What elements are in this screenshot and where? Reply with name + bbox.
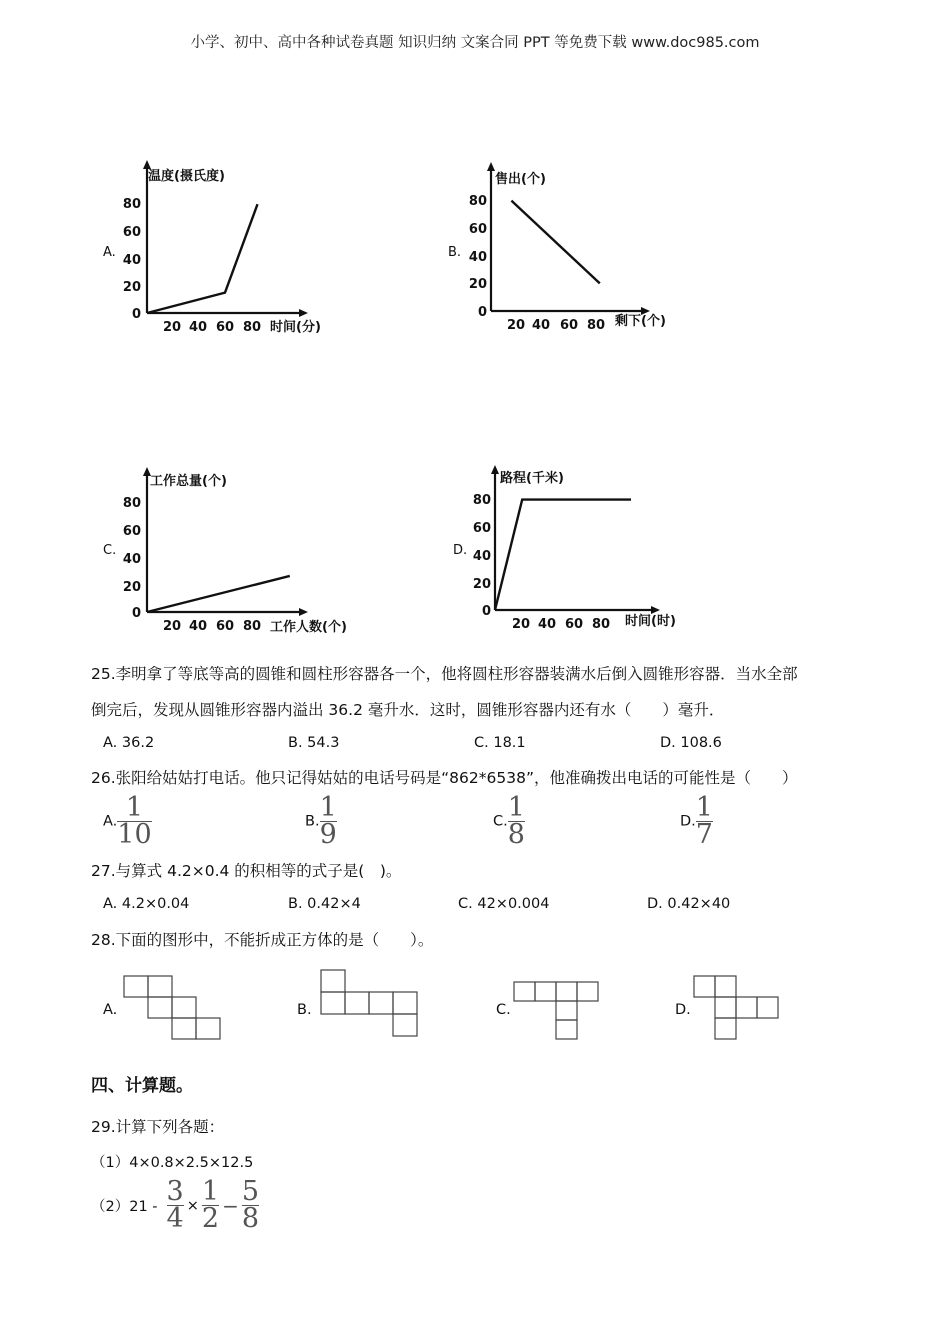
graph-d-y-tick: 40 <box>472 549 491 564</box>
q27-option-b: B. 0.42×4 <box>288 896 361 912</box>
net-a <box>124 976 224 1042</box>
graph-d-y-tick: 0 <box>481 604 491 619</box>
graph-a <box>123 160 321 335</box>
graph-d-x-tick: 20 <box>511 617 531 632</box>
graph-c-y-tick: 0 <box>131 606 141 621</box>
graph-a-x-tick: 20 <box>162 320 182 335</box>
q26-option-d: D. $\frac{1}{7}$ <box>680 792 713 850</box>
graph-d-y-tick: 80 <box>472 493 491 508</box>
net-c <box>514 982 604 1042</box>
fraction-one-half: $\frac{1}{2}$ <box>201 1176 220 1234</box>
graph-b-series-line <box>511 201 599 284</box>
graph-d <box>473 465 676 632</box>
graph-b-y-tick: 20 <box>468 277 487 292</box>
graph-a-y-tick: 80 <box>122 197 141 212</box>
section-title: 四、计算题。 <box>91 1076 193 1096</box>
graph-c-x-tick: 20 <box>162 619 182 634</box>
graph-b <box>469 162 666 333</box>
graph-a-y-tick: 40 <box>122 253 141 268</box>
q25-line1: 25.李明拿了等底等高的圆锥和圆柱形容器各一个，他将圆柱形容器装满水后倒入圆锥形容器．当水全部 <box>91 665 798 683</box>
graph-c-series-line <box>147 576 290 612</box>
net-d <box>694 976 784 1042</box>
q28-text: 28.下面的图形中，不能折成正方体的是（ ）。 <box>91 931 434 949</box>
graph-a-series-line <box>147 204 258 313</box>
graph-a-x-tick: 80 <box>242 320 262 335</box>
graph-a-y-tick: 0 <box>131 307 141 322</box>
fraction-one-seventh: $\frac{1}{7}$ <box>695 792 713 850</box>
graph-d-x-tick: 80 <box>591 617 611 632</box>
q29-title: 29.计算下列各题： <box>91 1118 225 1136</box>
graph-d-y-tick: 20 <box>472 577 491 592</box>
fraction-one-ninth: $\frac{1}{9}$ <box>319 792 337 850</box>
graph-b-y-tick: 40 <box>468 250 487 265</box>
graph-c <box>123 467 347 635</box>
fraction-one-tenth: $\frac{1}{10}$ <box>117 792 152 850</box>
graph-a-y-tick: 60 <box>122 225 141 240</box>
graph-a-x-tick: 40 <box>188 320 208 335</box>
q27-text: 27.与算式 4.2×0.4 的积相等的式子是( )。 <box>91 862 402 880</box>
graph-b-y-title: 售出(个) <box>495 172 546 187</box>
graph-b-x-title: 剩下(个) <box>615 314 666 329</box>
q29-part1: （1）4×0.8×2.5×12.5 <box>91 1155 254 1171</box>
times-sign: × <box>186 1197 199 1214</box>
graph-a-y-arrow <box>143 160 151 169</box>
graph-d-y-tick: 60 <box>472 521 491 536</box>
graph-a-x-tick: 60 <box>215 320 235 335</box>
graph-c-y-tick: 60 <box>122 524 141 539</box>
graph-d-y-title: 路程(千米) <box>500 471 564 486</box>
graph-a-x-arrow <box>299 309 308 317</box>
fraction-three-quarters: $\frac{3}{4}$ <box>166 1176 184 1234</box>
q28-label-d: D. <box>675 1002 691 1018</box>
graph-b-x-tick: 60 <box>559 318 579 333</box>
q26-option-c: C. $\frac{1}{8}$ <box>493 792 525 850</box>
graph-c-y-tick: 20 <box>122 580 141 595</box>
graph-c-y-title: 工作总量(个) <box>150 474 227 489</box>
graph-c-label: C. <box>103 543 117 558</box>
graph-b-y-tick: 60 <box>468 222 487 237</box>
graph-d-y-arrow <box>491 465 499 474</box>
graph-b-y-tick: 0 <box>477 305 487 320</box>
graph-d-x-tick: 60 <box>564 617 584 632</box>
graph-d-x-title: 时间(时) <box>625 614 676 629</box>
graph-b-x-tick: 40 <box>531 318 551 333</box>
minus-sign: − <box>222 1193 239 1218</box>
q29-part2-prefix: （2）21 - <box>91 1199 158 1215</box>
graph-a-y-tick: 20 <box>122 280 141 295</box>
graph-b-label: B. <box>448 245 462 260</box>
graph-d-x-arrow <box>651 606 660 614</box>
graph-b-y-tick: 80 <box>468 194 487 209</box>
q25-option-c: C. 18.1 <box>474 735 526 751</box>
graph-c-x-title: 工作人数(个) <box>270 620 347 635</box>
q25-option-b: B. 54.3 <box>288 735 340 751</box>
fraction-five-eighths: $\frac{5}{8}$ <box>241 1176 260 1234</box>
q28-label-b: B. <box>297 1002 312 1018</box>
q27-option-a: A. 4.2×0.04 <box>103 896 190 912</box>
q28-label-c: C. <box>496 1002 511 1018</box>
graph-b-x-tick: 80 <box>586 318 606 333</box>
graph-c-x-tick: 60 <box>215 619 235 634</box>
graph-a-y-title: 温度(摄氏度) <box>148 169 225 184</box>
graph-a-label: A. <box>103 245 116 260</box>
graph-d-x-tick: 40 <box>537 617 557 632</box>
graph-c-y-tick: 80 <box>122 496 141 511</box>
q25-option-a: A. 36.2 <box>103 735 155 751</box>
q28-label-a: A. <box>103 1002 118 1018</box>
graph-c-x-arrow <box>299 608 308 616</box>
graph-c-y-tick: 40 <box>122 552 141 567</box>
graph-d-label: D. <box>453 543 468 558</box>
graph-d-series-line <box>495 500 631 610</box>
fraction-one-eighth: $\frac{1}{8}$ <box>507 792 525 850</box>
q25-option-d: D. 108.6 <box>660 735 722 751</box>
q29-part2 <box>91 1176 260 1234</box>
q25-line2: 倒完后，发现从圆锥形容器内溢出 36.2 毫升水．这时，圆锥形容器内还有水（ ）毫升． <box>91 701 725 719</box>
graph-a-x-title: 时间(分) <box>270 320 321 335</box>
graph-b-y-arrow <box>487 162 495 171</box>
q26-option-b: B. $\frac{1}{9}$ <box>305 792 337 850</box>
q27-option-d: D. 0.42×40 <box>647 896 731 912</box>
page-header: 小学、初中、高中各种试卷真题 知识归纳 文案合同 PPT 等免费下载 www.doc985.com <box>190 35 760 51</box>
graph-c-x-tick: 40 <box>188 619 208 634</box>
graph-b-x-tick: 20 <box>506 318 526 333</box>
graph-c-x-tick: 80 <box>242 619 262 634</box>
q26-option-a: A. $\frac{1}{10}$ <box>103 792 152 850</box>
q26-text: 26.张阳给姑姑打电话。他只记得姑姑的电话号码是“862*6538”，他准确拨出电话的可能性是（ ） <box>91 769 798 787</box>
net-b <box>321 970 421 1040</box>
q27-option-c: C. 42×0.004 <box>458 896 550 912</box>
